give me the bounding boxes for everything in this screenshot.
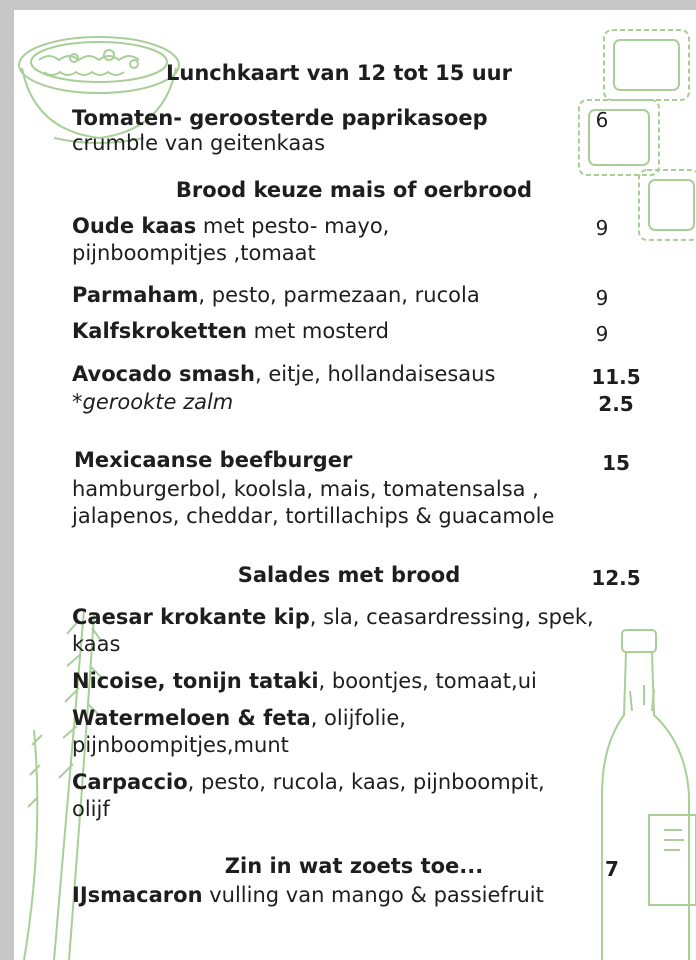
- item-price: 9: [595, 216, 609, 240]
- soup-price: 6: [595, 108, 609, 132]
- list-item: [72, 769, 545, 795]
- wine-bottle-sketch: [594, 625, 696, 960]
- item-price: 9: [595, 322, 609, 346]
- list-item: [72, 361, 495, 387]
- dessert-price: 7: [605, 857, 619, 881]
- item-name: Avocado smash: [72, 362, 256, 386]
- item-description: met pesto- mayo,: [196, 214, 390, 238]
- list-item: [72, 705, 406, 731]
- burger-description: hamburgerbol, koolsla, mais, tomatensalsa ,: [72, 477, 539, 501]
- item-description: met mosterd: [246, 319, 389, 343]
- item-description-line2: pijnboompitjes ,tomaat: [72, 241, 316, 265]
- item-description: vulling van mango & passiefruit: [202, 883, 544, 907]
- burger-name: Mexicaanse beefburger: [74, 448, 353, 472]
- list-item: [72, 604, 594, 630]
- item-extra-price: 2.5: [598, 392, 634, 416]
- item-description: , pesto, rucola, kaas, pijnboompit,: [187, 770, 545, 794]
- item-description-line2: pijnboompitjes,munt: [72, 733, 289, 757]
- burger-description-line2: jalapenos, cheddar, tortillachips & guacamole: [72, 504, 555, 528]
- item-name: Caesar krokante kip: [72, 605, 310, 629]
- list-item: [72, 282, 480, 308]
- dessert-heading: Zin in wat zoets toe...: [224, 854, 484, 878]
- list-item: [72, 668, 537, 694]
- bread-heading: Brood keuze mais of oerbrood: [175, 178, 533, 202]
- burger-price: 15: [602, 451, 630, 475]
- item-description-line2: kaas: [72, 632, 121, 656]
- menu-page: [14, 10, 696, 960]
- list-item: [72, 318, 389, 344]
- item-description: , boontjes, tomaat,ui: [318, 669, 537, 693]
- list-item: [72, 213, 389, 239]
- list-item: [72, 882, 544, 908]
- item-extra: *gerookte zalm: [72, 390, 234, 414]
- salads-price: 12.5: [591, 566, 641, 590]
- item-name: Watermeloen & feta: [72, 706, 311, 730]
- item-description-line2: olijf: [72, 797, 110, 821]
- item-description: , olijfolie,: [310, 706, 406, 730]
- item-name: Parmaham: [72, 283, 199, 307]
- item-description: , sla, ceasardressing, spek,: [309, 605, 594, 629]
- item-name: Carpaccio: [72, 770, 188, 794]
- item-name: IJsmacaron: [72, 883, 203, 907]
- item-name: Nicoise, tonijn tataki: [72, 669, 319, 693]
- item-price: 9: [595, 286, 609, 310]
- item-name: Oude kaas: [72, 214, 197, 238]
- item-description: , eitje, hollandaisesaus: [255, 362, 496, 386]
- soup-description: crumble van geitenkaas: [72, 131, 326, 155]
- soup-name: Tomaten- geroosterde paprikasoep: [72, 106, 488, 130]
- item-price: 11.5: [591, 365, 641, 389]
- menu-title: Lunchkaart van 12 tot 15 uur: [166, 61, 512, 85]
- item-name: Kalfskroketten: [72, 319, 247, 343]
- item-description: , pesto, parmezaan, rucola: [198, 283, 480, 307]
- salads-heading: Salades met brood: [237, 563, 461, 587]
